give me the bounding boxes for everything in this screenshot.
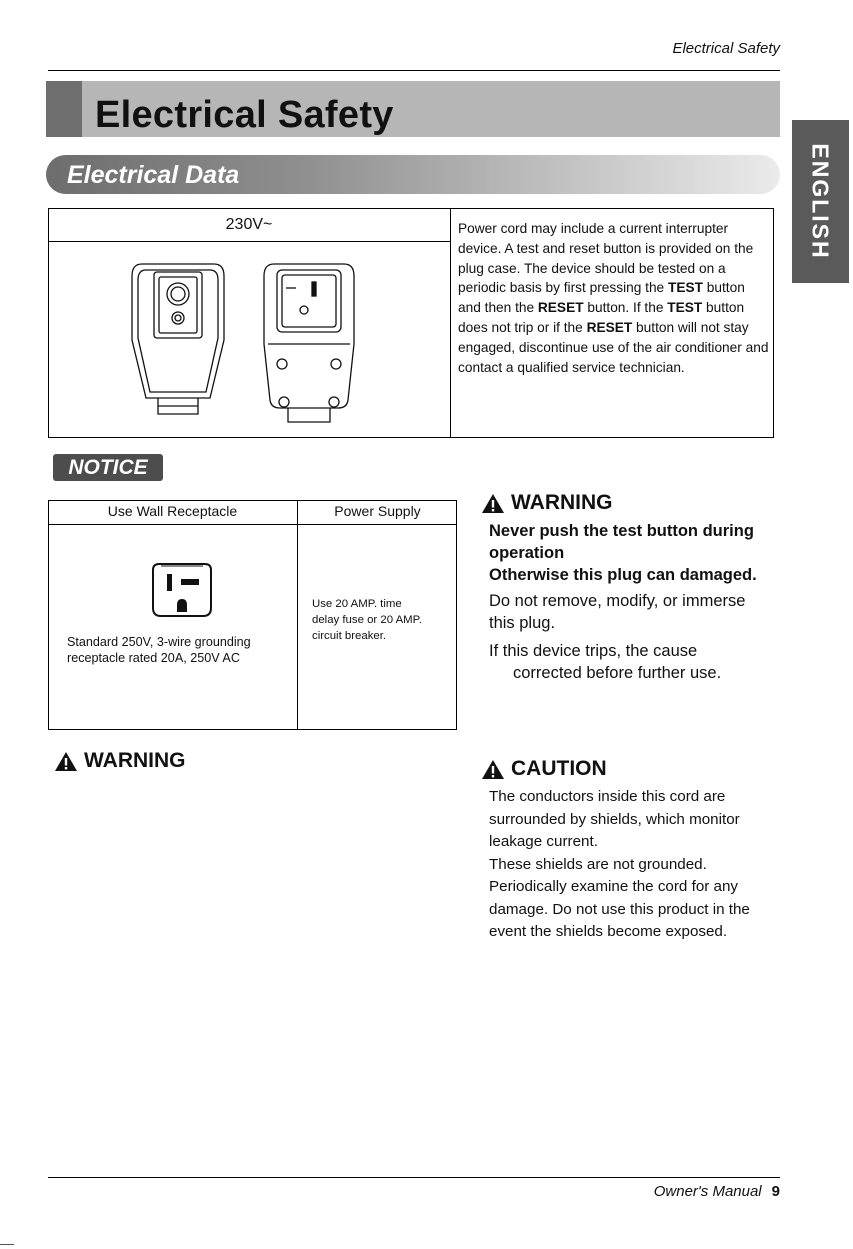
- plug-back-icon: [128, 262, 228, 425]
- warning-triangle-icon: [481, 759, 505, 780]
- footer: [654, 1183, 780, 1200]
- voltage-label: 230V~: [225, 216, 273, 233]
- receptacle-line: receptacle rated 20A, 250V AC: [67, 651, 240, 665]
- running-header: Electrical Safety: [672, 40, 780, 57]
- caution-line: The conductors inside this cord are: [489, 788, 726, 805]
- warning-line: If this device trips, the cause: [489, 642, 698, 660]
- supply-line: circuit breaker.: [312, 630, 387, 642]
- desc-text: button does not trip or if the: [458, 300, 745, 335]
- table-rule: [48, 241, 451, 242]
- title-accent-block: [46, 81, 82, 137]
- warning-line: Do not remove, modify, or immerse: [489, 592, 746, 610]
- warning-line: this plug.: [489, 614, 556, 632]
- warning-line: corrected before further use.: [513, 664, 722, 682]
- supply-line: Use 20 AMP. time: [312, 598, 402, 610]
- warning-bold-line: Never push the test button during: [489, 522, 754, 540]
- warning-heading-left: [54, 748, 186, 774]
- caution-line: event the shields become exposed.: [489, 923, 728, 940]
- page-title: Electrical Safety: [95, 94, 394, 136]
- warning-right-body: [489, 520, 789, 684]
- desc-text: button and then the: [458, 280, 745, 316]
- caution-body: [489, 786, 789, 944]
- caution-line: surrounded by shields, which monitor: [489, 810, 740, 828]
- plug-description: [458, 219, 770, 377]
- desc-text: button. If the: [583, 300, 668, 316]
- language-tab-label: ENGLISH: [808, 143, 835, 260]
- caution-line: Periodically examine the cord for any: [489, 878, 739, 895]
- footer-manual-label: Owner's Manual: [653, 1183, 762, 1200]
- notice-label: NOTICE: [68, 456, 148, 479]
- warning-triangle-icon: [481, 493, 505, 514]
- desc-test-bold: TEST: [667, 280, 703, 296]
- warning-heading-right: [481, 490, 613, 516]
- table-divider: [450, 208, 451, 438]
- caution-heading: [481, 756, 607, 782]
- notice-table-divider: [297, 500, 298, 730]
- section-title: Electrical Data: [67, 161, 240, 189]
- col-header-power-supply: Power Supply: [334, 503, 421, 519]
- footer-rule: [48, 1177, 780, 1178]
- receptacle-line: Standard 250V, 3-wire grounding: [67, 635, 251, 649]
- caution-title: CAUTION: [511, 757, 607, 780]
- warning-bold-line: operation: [489, 544, 565, 562]
- page-number: 9: [771, 1183, 780, 1200]
- warning-title: WARNING: [511, 491, 613, 514]
- col-header-receptacle: Use Wall Receptacle: [107, 503, 238, 519]
- caution-line: damage. Do not use this product in the: [489, 900, 750, 918]
- desc-text: Power cord may include a current interrupter device. A test and reset button is provided on the plug case. The device should be tested on a periodic basis by first pressing the: [458, 221, 754, 296]
- desc-reset-bold: RESET: [537, 300, 584, 316]
- warning-title: WARNING: [84, 749, 186, 772]
- desc-test-bold: TEST: [667, 300, 703, 316]
- warning-triangle-icon: [54, 751, 78, 772]
- caution-line: leakage current.: [489, 833, 598, 850]
- supply-line: delay fuse or 20 AMP.: [312, 614, 422, 626]
- plug-front-icon: [262, 262, 356, 425]
- power-supply-description: [312, 596, 457, 644]
- crop-mark: [0, 1244, 14, 1245]
- warning-bold-line: Otherwise this plug can damaged.: [489, 566, 757, 584]
- caution-line: These shields are not grounded.: [489, 855, 707, 873]
- notice-table-rule: [48, 524, 457, 525]
- receptacle-description: [67, 634, 297, 666]
- desc-reset-bold: RESET: [586, 319, 633, 335]
- wall-receptacle-icon: [149, 560, 215, 620]
- header-rule: [48, 70, 780, 71]
- desc-text: button will not stay engaged, discontinue use of the air conditioner and contact a qualified service technician.: [458, 319, 769, 375]
- language-tab-label-wrap: [792, 120, 849, 283]
